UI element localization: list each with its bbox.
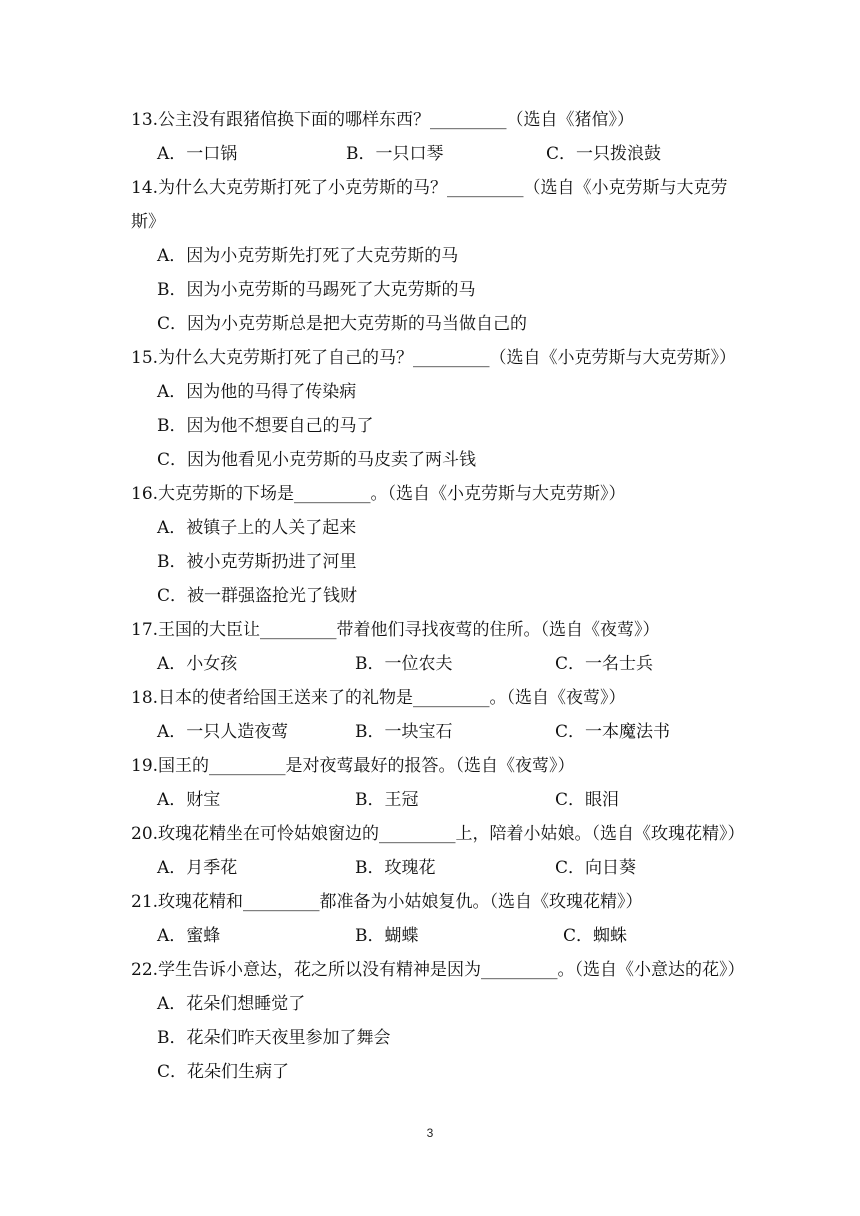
q20-option-c: C．向日葵: [555, 858, 637, 878]
question-14: 14.为什么大克劳斯打死了小克劳斯的马？_________（选自《小克劳斯与大克劳斯》: [131, 178, 728, 232]
question-15: 15.为什么大克劳斯打死了自己的马？_________（选自《小克劳斯与大克劳斯》）: [131, 348, 737, 368]
q17-option-a: A．小女孩: [157, 654, 238, 674]
q22-option-a: A．花朵们想睡觉了: [157, 994, 306, 1014]
q18-option-b: B．一块宝石: [355, 722, 453, 742]
q20-option-b: B．玫瑰花: [355, 858, 436, 878]
q13-option-a: A．一口锅: [157, 144, 238, 164]
question-22: 22.学生告诉小意达，花之所以没有精神是因为_________。（选自《小意达的花》）: [131, 960, 745, 980]
q13-option-b: B．一只口琴: [346, 144, 444, 164]
question-21: 21.玫瑰花精和_________都准备为小姑娘复仇。（选自《玫瑰花精》）: [131, 892, 643, 912]
question-19: 19.国王的_________是对夜莺最好的报答。（选自《夜莺》）: [131, 756, 575, 776]
q18-option-c: C．一本魔法书: [555, 722, 671, 742]
q14-option-b: B．因为小克劳斯的马踢死了大克劳斯的马: [157, 280, 476, 300]
q15-option-a: A．因为他的马得了传染病: [157, 382, 357, 402]
q16-option-a: A．被镇子上的人关了起来: [157, 518, 357, 538]
q15-option-b: B．因为他不想要自己的马了: [157, 416, 374, 436]
q19-option-b: B．王冠: [355, 790, 419, 810]
question-17: 17.王国的大臣让_________带着他们寻找夜莺的住所。（选自《夜莺》）: [131, 620, 660, 640]
question-20: 20.玫瑰花精坐在可怜姑娘窗边的_________上，陪着小姑娘。（选自《玫瑰花精》）: [131, 824, 745, 844]
q22-option-c: C．花朵们生病了: [157, 1062, 290, 1082]
q21-option-c: C．蜘蛛: [563, 926, 628, 946]
q20-option-a: A．月季花: [157, 858, 238, 878]
q19-option-a: A．财宝: [157, 790, 221, 810]
q14-option-a: A．因为小克劳斯先打死了大克劳斯的马: [157, 246, 459, 266]
question-13: 13.公主没有跟猪倌换下面的哪样东西？_________（选自《猪倌》）: [131, 110, 635, 130]
q18-option-a: A．一只人造夜莺: [157, 722, 289, 742]
q22-option-b: B．花朵们昨天夜里参加了舞会: [157, 1028, 391, 1048]
q17-option-b: B．一位农夫: [355, 654, 453, 674]
q16-option-c: C．被一群强盗抢光了钱财: [157, 586, 358, 606]
question-16: 16.大克劳斯的下场是_________。（选自《小克劳斯与大克劳斯》）: [131, 484, 626, 504]
q16-option-b: B．被小克劳斯扔进了河里: [157, 552, 357, 572]
page-number: 3: [426, 1126, 434, 1140]
q17-option-c: C．一名士兵: [555, 654, 654, 674]
q13-option-c: C．一只拨浪鼓: [546, 144, 662, 164]
question-18: 18.日本的使者给国王送来了的礼物是_________。（选自《夜莺》）: [131, 688, 626, 708]
q19-option-c: C．眼泪: [555, 790, 620, 810]
q14-option-c: C．因为小克劳斯总是把大克劳斯的马当做自己的: [157, 314, 528, 334]
q21-option-a: A．蜜蜂: [157, 926, 221, 946]
q21-option-b: B．蝴蝶: [355, 926, 419, 946]
q15-option-c: C．因为他看见小克劳斯的马皮卖了两斗钱: [157, 450, 477, 470]
